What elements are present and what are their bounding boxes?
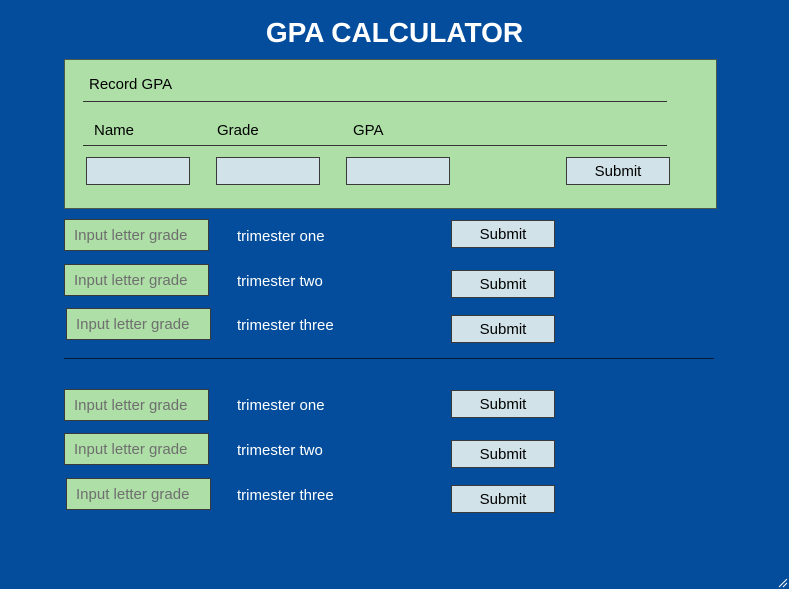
grade-column-label: Grade [217, 122, 259, 139]
record-submit-button[interactable]: Submit [566, 157, 670, 185]
name-field[interactable] [86, 157, 190, 185]
trimester-two-grade-input[interactable] [64, 433, 209, 465]
trimester-one-label: trimester one [237, 397, 325, 414]
trimester-three-submit-button[interactable]: Submit [451, 485, 555, 513]
gpa-field[interactable] [346, 157, 450, 185]
page-title: GPA CALCULATOR [265, 17, 524, 48]
resize-grip-icon[interactable] [778, 578, 788, 588]
grade-field[interactable] [216, 157, 320, 185]
trimester-two-label: trimester two [237, 273, 323, 290]
trimester-two-submit-button[interactable]: Submit [451, 270, 555, 298]
record-gpa-heading: Record GPA [89, 76, 173, 93]
trimester-two-grade-input[interactable] [64, 264, 209, 296]
record-gpa-panel [64, 59, 717, 209]
trimester-two-label: trimester two [237, 442, 323, 459]
heading-divider [83, 101, 667, 102]
gpa-column-label: GPA [353, 122, 384, 139]
trimester-one-grade-input[interactable] [64, 389, 209, 421]
trimester-one-label: trimester one [237, 228, 325, 245]
trimester-three-submit-button[interactable]: Submit [451, 315, 555, 343]
columns-divider [83, 145, 667, 146]
name-column-label: Name [94, 122, 135, 139]
trimester-one-submit-button[interactable]: Submit [451, 220, 555, 248]
trimester-two-submit-button[interactable]: Submit [451, 440, 555, 468]
trimester-three-label: trimester three [237, 317, 334, 334]
trimester-three-label: trimester three [237, 487, 334, 504]
trimester-one-grade-input[interactable] [64, 219, 209, 251]
trimester-three-grade-input[interactable] [66, 478, 211, 510]
section-divider [64, 358, 714, 359]
trimester-three-grade-input[interactable] [66, 308, 211, 340]
trimester-one-submit-button[interactable]: Submit [451, 390, 555, 418]
